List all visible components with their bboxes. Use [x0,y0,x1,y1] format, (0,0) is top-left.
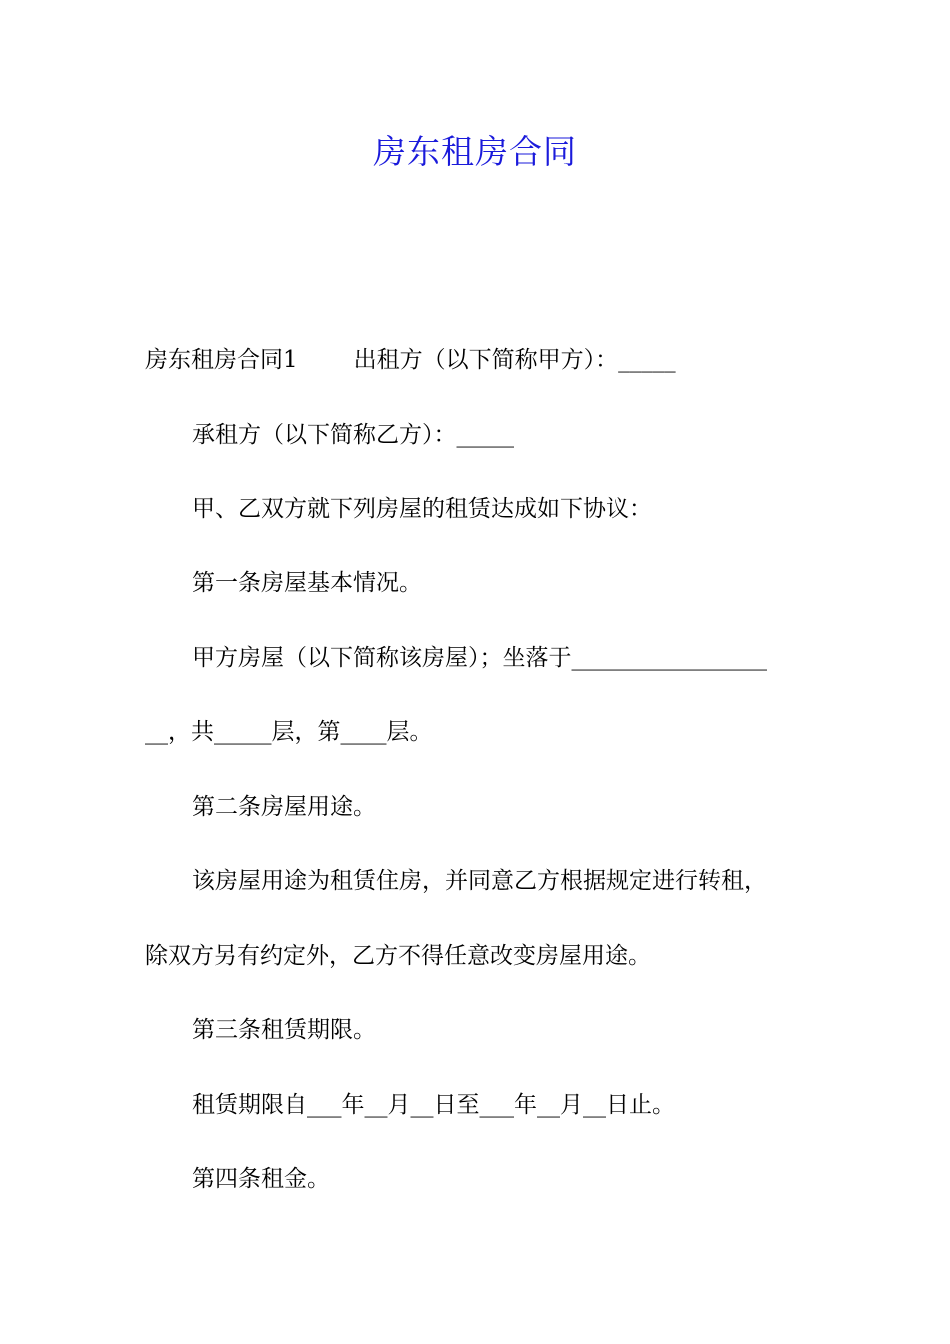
lessor-line: 出租方（以下简称甲方）：_____ [353,347,676,373]
article-2-body-2: 除双方另有约定外，乙方不得任意改变房屋用途。 [145,943,651,969]
article-1-heading: 第一条房屋基本情况。 [192,570,422,596]
article-4-heading: 第四条租金。 [192,1166,330,1192]
article-1-location: 甲方房屋（以下简称该房屋）；坐落于_________________ [192,645,767,671]
agreement-intro: 甲、乙双方就下列房屋的租赁达成如下协议： [192,496,652,522]
article-2-heading: 第二条房屋用途。 [192,794,376,820]
contract-label: 房东租房合同1 [145,347,298,373]
document-title: 房东租房合同 [373,132,577,171]
article-3-heading: 第三条租赁期限。 [192,1017,376,1043]
paragraph-1 [145,344,825,376]
article-3-term: 租赁期限自___年__月__日至___年__月__日止。 [192,1092,675,1118]
article-1-floors: __，共_____层，第____层。 [145,719,433,745]
article-2-body-1: 该房屋用途为租赁住房，并同意乙方根据规定进行转租， [192,868,767,894]
lessee-line: 承租方（以下简称乙方）：_____ [192,422,514,448]
